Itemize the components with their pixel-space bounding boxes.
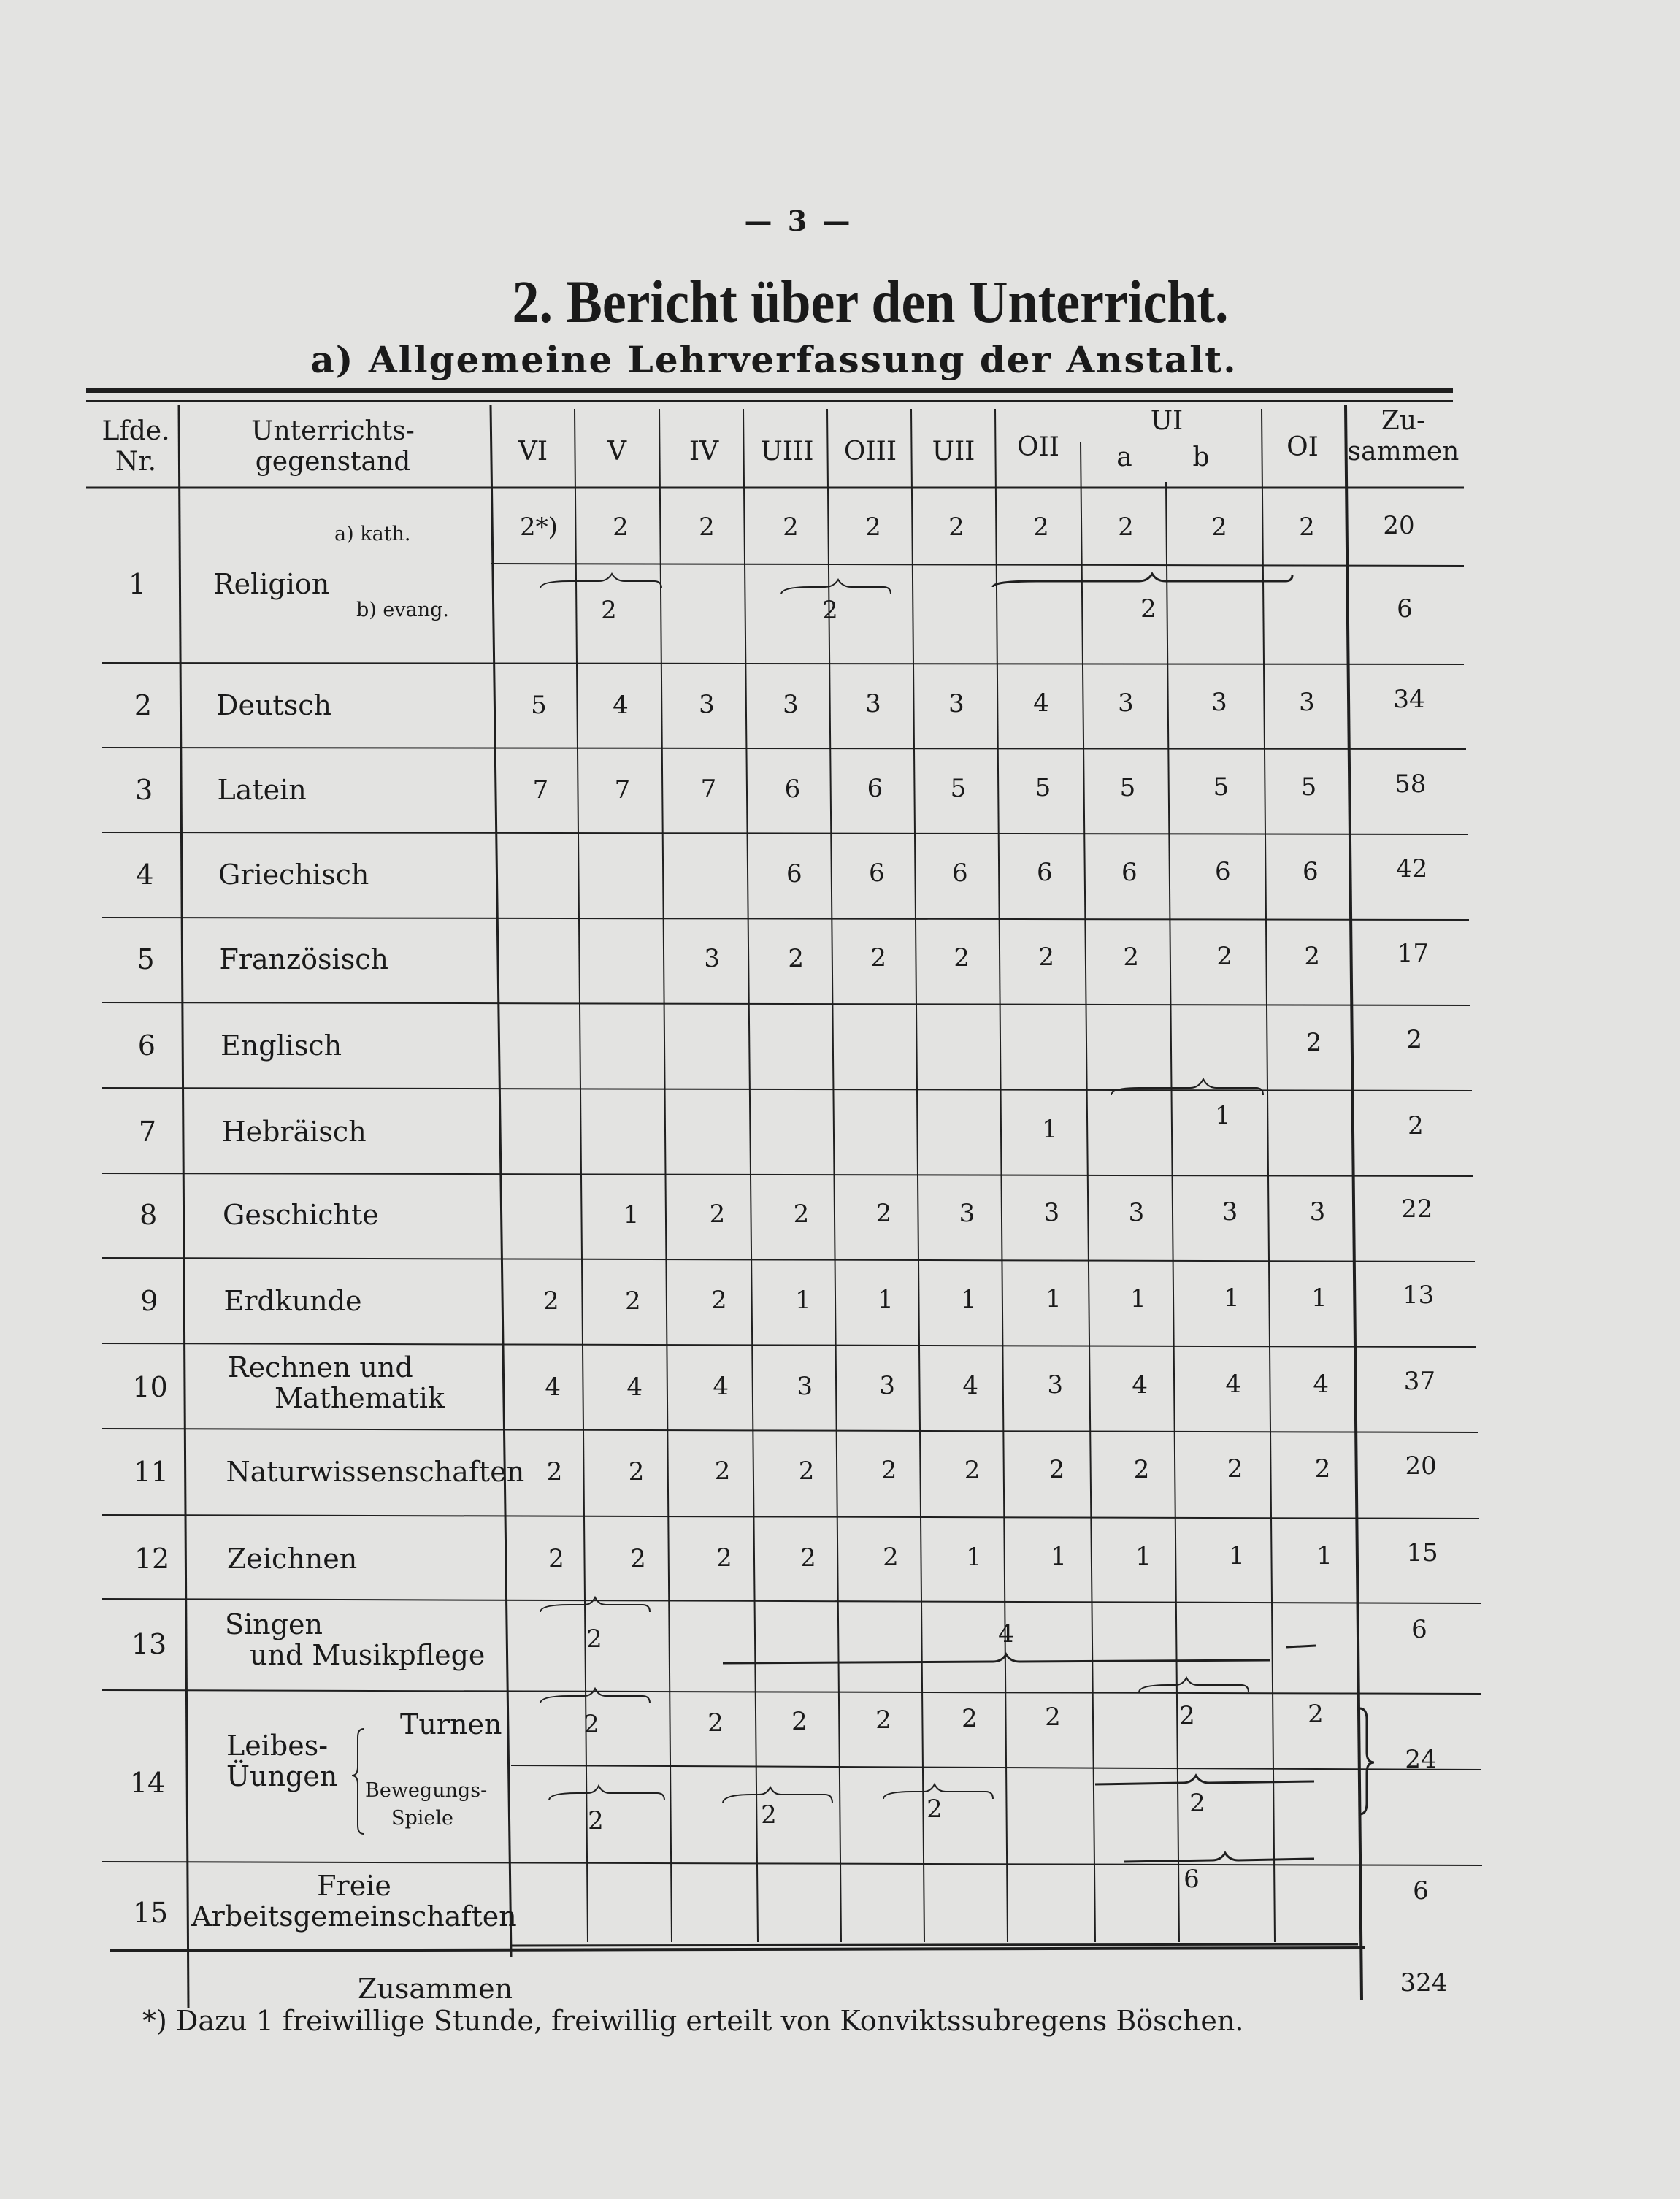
total-free: 6 <box>1413 1876 1429 1906</box>
table-cell: 3 <box>1221 1197 1238 1227</box>
table-cell: 6 <box>1036 858 1053 888</box>
header-class-oi: OI <box>1286 432 1319 462</box>
row-total: 2 <box>1406 1025 1423 1054</box>
table-cell: 2 <box>800 1543 816 1573</box>
row-nr-8: 8 <box>139 1199 158 1231</box>
table-cell: 1 <box>1311 1283 1327 1313</box>
table-cell: 2 <box>630 1543 646 1573</box>
label-kath: a) kath. <box>334 523 411 545</box>
row-nr-13: 13 <box>131 1628 167 1660</box>
table-cell: 3 <box>699 690 715 720</box>
table-cell: 1 <box>1229 1541 1245 1571</box>
header-lfde: Lfde. <box>101 416 170 446</box>
header-subject-1: Unterrichts- <box>251 416 415 446</box>
table-cell: 5 <box>1213 772 1230 802</box>
header-subject <box>251 416 415 477</box>
row-line-14-mid <box>511 1765 1481 1770</box>
table-cell: 3 <box>948 688 964 718</box>
table-cell: 2 <box>881 1456 897 1486</box>
label-games-1: Bewegungs- <box>365 1779 488 1802</box>
table-cell: 1 <box>1045 1284 1062 1314</box>
table-cell: 3 <box>1128 1197 1145 1227</box>
religion-kath-cell: 2 <box>613 513 629 542</box>
table-cell: 3 <box>1118 688 1134 718</box>
table-cell: 3 <box>1211 688 1227 718</box>
label-turnen: Turnen <box>400 1708 502 1741</box>
religion-kath-cell: 2 <box>783 513 799 542</box>
pe-turnen-cell: 2 <box>875 1705 891 1735</box>
table-cell: 1 <box>1051 1542 1067 1572</box>
table-cell: 3 <box>1047 1370 1064 1400</box>
table-cell: 2 <box>793 1199 810 1229</box>
table-cell: 2 <box>1048 1455 1065 1485</box>
table-cell: 3 <box>1309 1197 1326 1227</box>
table-cell: 2 <box>798 1456 815 1486</box>
table-cell: 2 <box>1304 941 1321 971</box>
total-religion-kath: 20 <box>1383 511 1415 540</box>
table-cell: 6 <box>1302 856 1319 886</box>
row-total: 17 <box>1397 939 1430 968</box>
pe-turnen-cell: 2 <box>791 1707 808 1736</box>
table-cell: 2 <box>1133 1454 1150 1484</box>
subject-free <box>191 1870 517 1932</box>
table-cell: 1 <box>966 1542 982 1572</box>
row-nr-1: 1 <box>128 568 147 600</box>
table-cell: 2 <box>710 1286 727 1316</box>
table-cell: 2 <box>870 943 887 973</box>
row-line-2 <box>102 748 1466 749</box>
brace-singing-3 <box>1286 1646 1316 1647</box>
row-total: 2 <box>1408 1111 1424 1140</box>
religion-evang-group-3: 2 <box>1140 594 1157 623</box>
table-cell: 2 <box>542 1286 559 1316</box>
row-total: 37 <box>1403 1367 1436 1396</box>
religion-evang-group-1: 2 <box>601 596 617 625</box>
table-cell: 3 <box>879 1371 896 1401</box>
table-cell: 4 <box>545 1373 561 1402</box>
religion-kath-cell: 2 <box>1118 513 1134 542</box>
table-cell: 3 <box>959 1198 975 1228</box>
religion-kath-cell: 2 <box>699 513 715 542</box>
table-cell: 4 <box>713 1372 729 1402</box>
pe-turnen-cell: 2 <box>1308 1700 1324 1729</box>
header-class-oiii: OIII <box>843 437 897 467</box>
brace-religion-2 <box>781 580 891 594</box>
page-number: — 3 — <box>744 204 854 237</box>
table-cell: 3 <box>1299 687 1315 717</box>
religion-kath-cell: 2 <box>1033 513 1049 542</box>
singing-group-2: 4 <box>998 1619 1014 1649</box>
pe-turnen-cell: 2 <box>1045 1703 1061 1732</box>
row-line-10 <box>102 1429 1478 1432</box>
report-subtitle: a) Allgemeine Lehrverfassung der Anstalt. <box>310 338 1238 381</box>
header-class-v: V <box>607 437 626 467</box>
bottom-rule-2 <box>511 1944 1358 1946</box>
row-total: 34 <box>1393 685 1425 714</box>
table-cell: 2 <box>883 1543 899 1573</box>
col-line-iv <box>743 409 758 1942</box>
table-cell: 5 <box>950 773 967 803</box>
header-class-oii: OII <box>1017 432 1059 462</box>
table-cell: 4 <box>1313 1369 1330 1399</box>
table-cell: 7 <box>700 775 717 805</box>
pe-turnen-cell: 2 <box>583 1710 599 1739</box>
row-line-r1-mid <box>491 564 1464 566</box>
table-cell: 1 <box>877 1285 894 1315</box>
row-line-14 <box>102 1862 1482 1865</box>
subject-8 <box>228 1352 445 1413</box>
subject-geschichte: Geschichte <box>223 1199 379 1231</box>
brace-turnen-2 <box>1139 1678 1249 1692</box>
table-cell: 3 <box>797 1371 813 1401</box>
row-line-1 <box>102 663 1464 664</box>
table-cell: 5 <box>1119 772 1136 802</box>
pe-turnen-cell: 2 <box>1179 1701 1195 1730</box>
header-class-ui: UI <box>1150 406 1184 436</box>
report-title: 2. Bericht über den Unterricht. <box>512 269 1229 336</box>
header-total <box>1348 406 1460 467</box>
footnote: *) Dazu 1 freiwillige Stunde, freiwillig erteilt von Konviktssubregens Böschen. <box>142 2005 1244 2037</box>
row-nr-14: 14 <box>129 1767 166 1799</box>
subject-line: Rechnen und <box>228 1351 413 1384</box>
pe-games-cell: 2 <box>588 1806 604 1835</box>
subject-pe-2: Üungen <box>226 1760 338 1792</box>
row-total: 22 <box>1401 1194 1433 1224</box>
table-cell: 7 <box>532 775 549 805</box>
col-line-v <box>659 409 672 1942</box>
table-cell: 7 <box>614 775 631 805</box>
table-cell: 2 <box>1123 942 1140 972</box>
header-lfde-nr <box>101 416 169 477</box>
row-line-11 <box>102 1515 1479 1519</box>
header-class-vi: VI <box>518 437 548 467</box>
subject-singing-2: und Musikpflege <box>250 1639 486 1671</box>
table-cell: 5 <box>1300 772 1317 802</box>
subject-latein: Latein <box>217 774 307 806</box>
table-cell: 3 <box>1043 1198 1060 1228</box>
subject-religion: Religion <box>213 568 330 600</box>
pe-bracket-right <box>1359 1708 1374 1814</box>
header-subject-2: gegenstand <box>255 447 411 477</box>
row-line-4 <box>102 918 1469 920</box>
header-class-ui-a: a <box>1116 442 1132 472</box>
table-cell: 2 <box>954 943 970 972</box>
table-cell: 6 <box>867 774 883 804</box>
header-class-iv: IV <box>689 437 719 467</box>
table-cell: 4 <box>1033 688 1049 718</box>
label-games-2: Spiele <box>391 1807 454 1830</box>
religion-kath-cell: 2 <box>1299 513 1315 542</box>
table-cell: 2 <box>875 1199 892 1229</box>
table-cell: 2 <box>714 1457 731 1486</box>
subject-pe <box>226 1730 337 1792</box>
header-class-uiii: UIII <box>760 437 814 467</box>
row-line-3 <box>102 832 1468 834</box>
table-cell: 6 <box>784 774 801 804</box>
singing-group-1: 2 <box>586 1624 602 1654</box>
row-line-12 <box>102 1599 1481 1603</box>
religion-kath-cell: 2 <box>948 513 964 542</box>
total-singing: 6 <box>1411 1615 1427 1644</box>
table-cell: 1 <box>1129 1283 1146 1313</box>
row-total: 58 <box>1395 770 1427 799</box>
row-line-6 <box>102 1088 1472 1091</box>
row-nr-12: 12 <box>134 1543 170 1575</box>
row-nr-3: 3 <box>135 774 153 806</box>
table-cell: 5 <box>1035 773 1051 803</box>
table-cell: 6 <box>951 858 968 888</box>
header-class-ui-b: b <box>1192 442 1210 472</box>
table-cell: 1 <box>1223 1283 1240 1313</box>
total-religion-evang: 6 <box>1397 594 1413 623</box>
header-class-uii: UII <box>932 437 975 467</box>
table-cell: 2 <box>716 1543 732 1573</box>
table-cell: 4 <box>626 1372 643 1402</box>
row-total: 42 <box>1395 854 1428 883</box>
subject-singing-1: Singen <box>225 1608 323 1640</box>
row-total: 20 <box>1405 1451 1437 1481</box>
subject-free-1: Freie <box>317 1870 391 1902</box>
religion-kath-cell: 2*) <box>520 513 558 542</box>
table-cell: 2 <box>1305 1027 1322 1057</box>
total-pe: 24 <box>1405 1745 1437 1774</box>
table-cell: 2 <box>624 1286 641 1316</box>
brace-games-1 <box>549 1786 664 1800</box>
row-nr-2: 2 <box>134 689 153 721</box>
row-nr-6: 6 <box>137 1029 156 1062</box>
subject-griechisch: Griechisch <box>218 859 369 891</box>
row-total: 13 <box>1402 1281 1435 1310</box>
grand-total-value: 324 <box>1400 1968 1448 1997</box>
brace-games-4 <box>1095 1776 1314 1784</box>
table-cell: 5 <box>531 691 547 720</box>
pe-bracket-left <box>352 1729 364 1834</box>
subject-line: Mathematik <box>275 1382 445 1414</box>
label-games <box>365 1777 487 1832</box>
table-cell: 4 <box>1132 1370 1148 1400</box>
table-cell: 1 <box>1135 1541 1151 1571</box>
table-cell: 2 <box>546 1457 563 1486</box>
table-cell: 2 <box>628 1457 645 1486</box>
bottom-rule <box>110 1948 1365 1951</box>
col-line-uia <box>1166 482 1179 1942</box>
table-cell: 1 <box>1316 1540 1332 1570</box>
table-cell: 1 <box>794 1285 811 1315</box>
header-total-1: Zu- <box>1381 406 1426 436</box>
table-cell: 6 <box>1214 857 1231 887</box>
row-total: 15 <box>1406 1538 1438 1567</box>
pe-games-cell: 2 <box>761 1800 777 1830</box>
brace-games-2 <box>723 1787 832 1803</box>
pe-games-cell: 2 <box>1189 1789 1205 1818</box>
brace-religion-3 <box>993 574 1292 587</box>
table-cell: 4 <box>1225 1370 1242 1400</box>
table-cell: 2 <box>1038 943 1055 972</box>
row-nr-4: 4 <box>136 859 154 891</box>
table-cell: 4 <box>962 1370 979 1400</box>
subject-zeichnen: Zeichnen <box>227 1543 358 1575</box>
table-cell: 1 <box>1042 1115 1058 1145</box>
subject-pe-1: Leibes- <box>226 1730 329 1762</box>
subject-erdkunde: Erdkunde <box>223 1285 362 1317</box>
table-cell: 2 <box>1227 1454 1243 1484</box>
row-nr-7: 7 <box>138 1116 157 1148</box>
table-cell: 3 <box>865 689 881 719</box>
brace-free <box>1124 1853 1314 1862</box>
table-cell: 2 <box>964 1455 981 1485</box>
pe-turnen-cell: 2 <box>962 1704 978 1733</box>
row-nr-5: 5 <box>137 943 155 975</box>
subject-naturwissenschaften: Naturwissenschaften <box>226 1456 525 1488</box>
religion-kath-cell: 2 <box>1211 513 1227 542</box>
table-cell: 1 <box>623 1200 640 1229</box>
table-cell: 6 <box>1121 857 1138 887</box>
table-cell: 2 <box>1216 942 1233 972</box>
row-line-5 <box>102 1002 1470 1005</box>
subject-englisch: Englisch <box>220 1029 342 1062</box>
col-line-oii <box>1081 442 1095 1942</box>
header-nr: Nr. <box>115 447 157 477</box>
brace-religion-1 <box>540 574 661 588</box>
row-nr-15: 15 <box>132 1897 169 1929</box>
row-nr-9: 9 <box>140 1285 158 1317</box>
row-line-13 <box>102 1690 1481 1694</box>
row-nr-10: 10 <box>132 1371 168 1403</box>
brace-hebrew <box>1111 1079 1263 1095</box>
table-cell: 6 <box>868 859 885 889</box>
table-cell: 1 <box>960 1284 977 1314</box>
subject-free-2: Arbeitsgemeinschaften <box>191 1900 517 1933</box>
row-nr-11: 11 <box>133 1456 169 1488</box>
religion-kath-cell: 2 <box>865 513 881 542</box>
subject-singing <box>225 1609 485 1670</box>
table-cell: 3 <box>704 944 721 974</box>
table-cell: 2 <box>709 1200 726 1229</box>
subject-französisch: Französisch <box>219 943 388 975</box>
table-cell: 2 <box>548 1544 564 1573</box>
header-total-2: sammen <box>1347 437 1460 467</box>
grand-total-label: Zusammen <box>358 1973 513 2005</box>
nr-column-line <box>179 405 188 2008</box>
pe-games-cell: 2 <box>927 1795 943 1824</box>
free-group-value: 6 <box>1184 1865 1200 1894</box>
table-cell: 2 <box>1314 1454 1331 1484</box>
table-cell: 6 <box>786 859 802 889</box>
table-cell: 3 <box>783 689 799 719</box>
hebrew-group-value: 1 <box>1215 1101 1231 1130</box>
pe-turnen-cell: 2 <box>707 1708 724 1738</box>
total-column-line <box>1346 405 1362 2000</box>
religion-evang-group-2: 2 <box>822 596 838 625</box>
brace-singing-2 <box>723 1654 1270 1663</box>
label-evang: b) evang. <box>356 599 449 621</box>
table-cell: 4 <box>613 690 629 720</box>
subject-hebräisch: Hebräisch <box>221 1116 367 1148</box>
table-cell: 2 <box>788 943 805 973</box>
subject-deutsch: Deutsch <box>216 689 331 721</box>
